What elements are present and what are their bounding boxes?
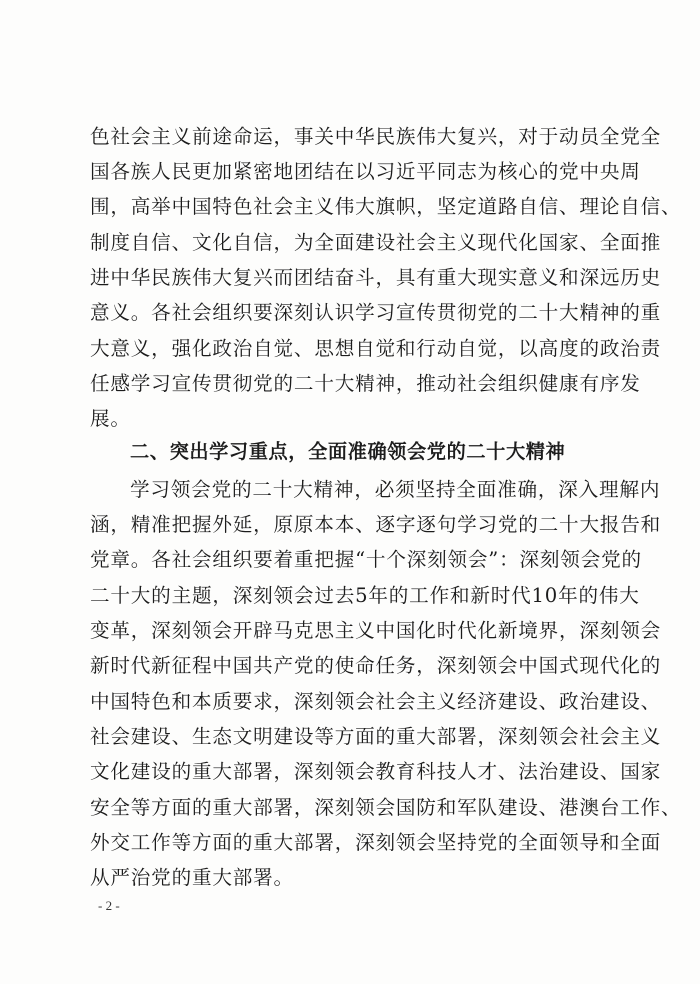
paragraph-1-line: 制度自信、文化自信，为全面建设社会主义现代化国家、全面推 [90,231,662,254]
paragraph-2-line: 党章。各社会组织要着重把握“十个深刻领会”：深刻领会党的 [90,548,642,571]
paragraph-1-line: 色社会主义前途命运，事关中华民族伟大复兴，对于动员全党全 [90,125,662,148]
paragraph-1-line: 围，高举中国特色社会主义伟大旗帜，坚定道路自信、理论自信、 [90,195,682,218]
paragraph-1-line: 大意义，强化政治自觉、思想自觉和行动自觉，以高度的政治责 [90,337,662,360]
paragraph-1-line: 进中华民族伟大复兴而团结奋斗，具有重大现实意义和深远历史 [90,266,662,289]
paragraph-2-line: 变革，深刻领会开辟马克思主义中国化时代化新境界，深刻领会 [90,619,662,642]
section-heading: 二、突出学习重点，全面准确领会党的二十大精神 [130,440,566,463]
paragraph-2-line: 中国特色和本质要求，深刻领会社会主义经济建设、政治建设、 [90,690,662,713]
paragraph-2-line: 文化建设的重大部署，深刻领会教育科技人才、法治建设、国家 [90,760,662,783]
paragraph-2-line: 社会建设、生态文明建设等方面的重大部署，深刻领会社会主义 [90,725,662,748]
paragraph-2-line: 涵，精准把握外延，原原本本、逐字逐句学习党的二十大报告和 [90,513,662,536]
paragraph-2-line: 二十大的主题，深刻领会过去5年的工作和新时代10年的伟大 [90,584,640,607]
paragraph-2-line: 安全等方面的重大部署，深刻领会国防和军队建设、港澳台工作、 [90,796,682,819]
paragraph-2-line: 外交工作等方面的重大部署，深刻领会坚持党的全面领导和全面 [90,831,662,854]
paragraph-2-line: 新时代新征程中国共产党的使命任务，深刻领会中国式现代化的 [90,654,662,677]
page-number: - 2 - [98,898,120,913]
paragraph-2-line: 从严治党的重大部署。 [90,866,294,889]
paragraph-2-line: 学习领会党的二十大精神，必须坚持全面准确，深入理解内 [130,478,661,501]
paragraph-1-line: 国各族人民更加紧密地团结在以习近平同志为核心的党中央周 [90,160,641,183]
paragraph-1-line: 任感学习宣传贯彻党的二十大精神，推动社会组织健康有序发 [90,372,641,395]
paragraph-1-line: 意义。各社会组织要深刻认识学习宣传贯彻党的二十大精神的重 [90,301,662,324]
paragraph-1-line: 展。 [90,407,131,430]
